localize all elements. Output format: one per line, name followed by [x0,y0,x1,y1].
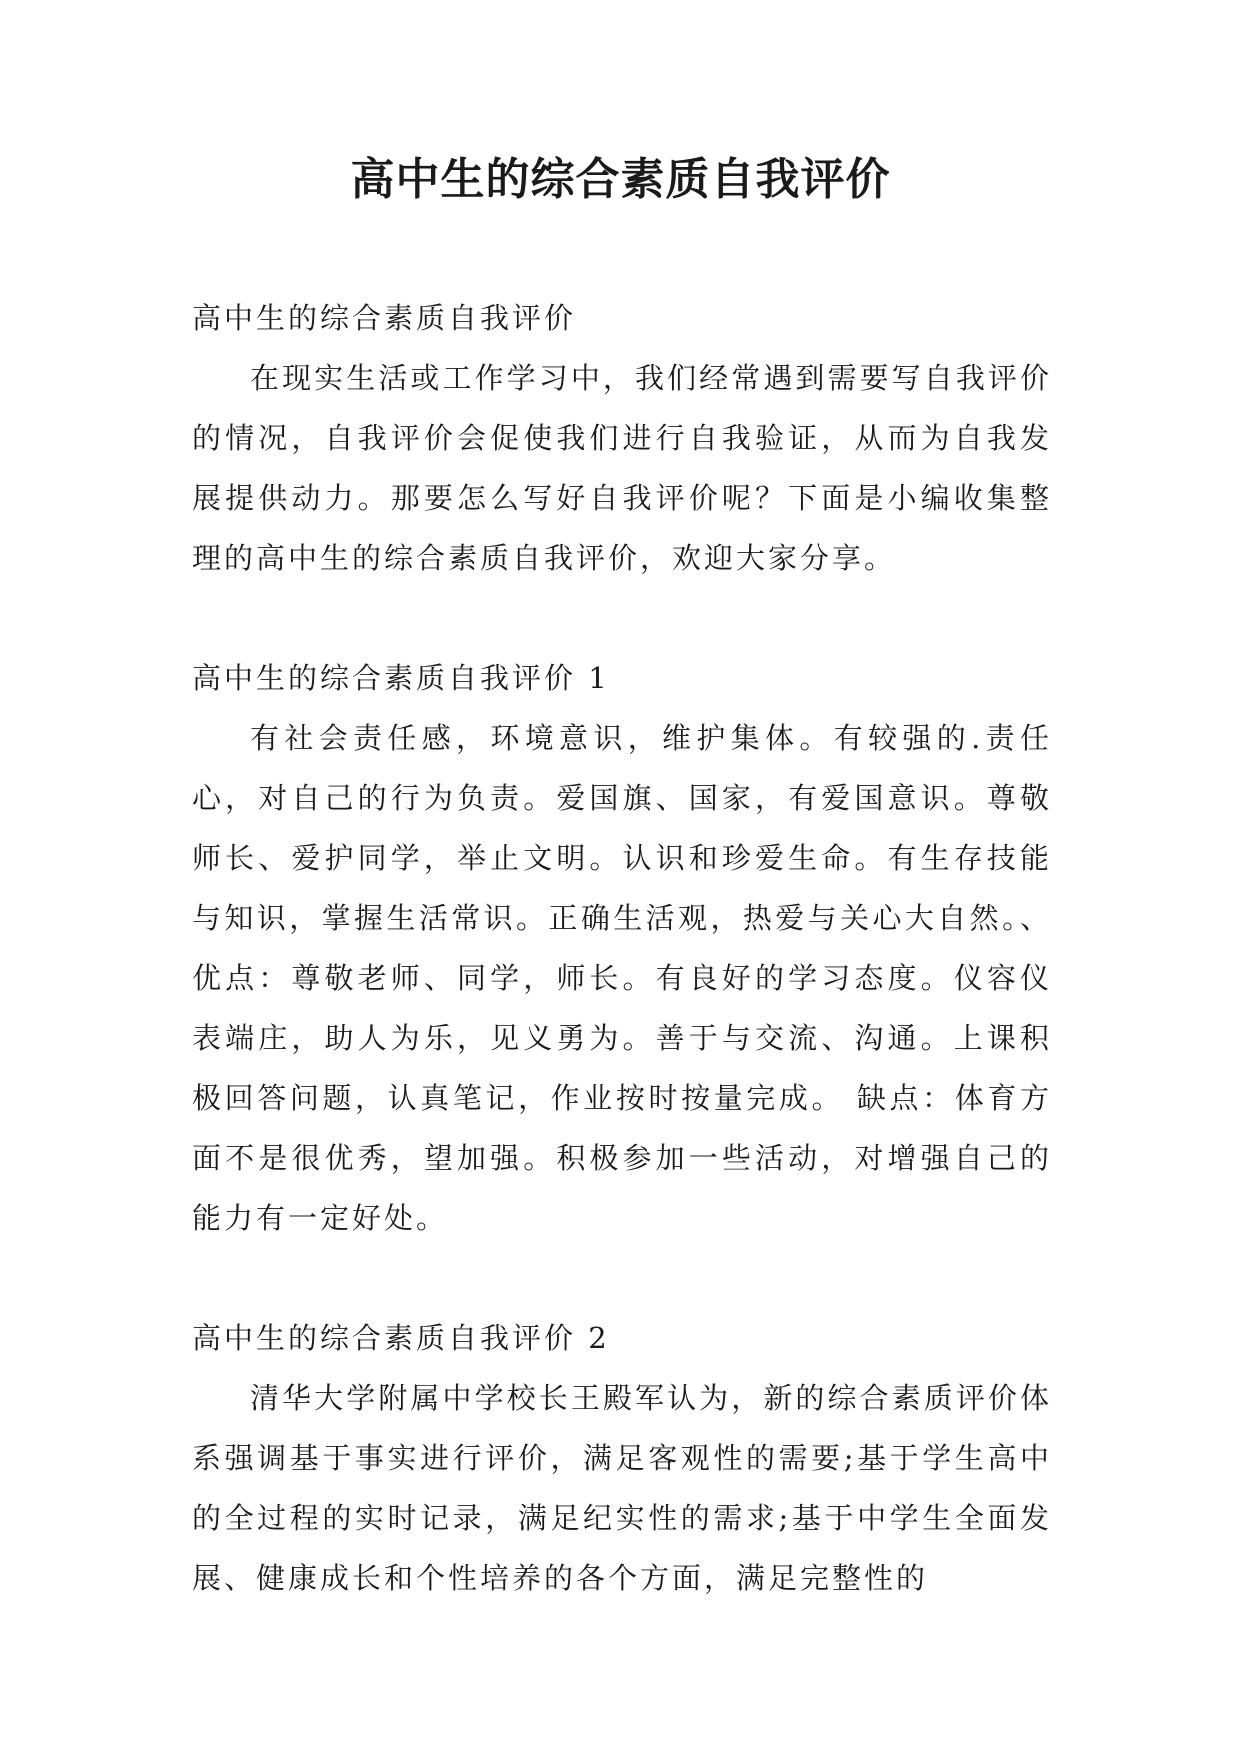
document-body [192,288,1052,1608]
paragraph-spacer [192,588,1052,648]
paragraph-intro: 在现实生活或工作学习中，我们经常遇到需要写自我评价的情况，自我评价会促使我们进行自我验证，从而为自我发展提供动力。那要怎么写好自我评价呢？下面是小编收集整理的高中生的综合素质自我评价，欢迎大家分享。 [192,361,1052,575]
section-heading-1: 高中生的综合素质自我评价 1 [192,661,610,695]
paragraph-1: 有社会责任感，环境意识，维护集体。有较强的.责任心，对自己的行为负责。爱国旗、国家，有爱国意识。尊敬师长、爱护同学，举止文明。认识和珍爱生命。有生存技能与知识，掌握生活常识。正确生活观，热爱与关心大自然。、优点：尊敬老师、同学，师长。有良好的学习态度。仪容仪表端庄，助人为乐，见义勇为。善于与交流、沟通。上课积极回答问题，认真笔记，作业按时按量完成。 缺点：体育方面不是很优秀，望加强。积极参加一些活动，对增强自己的能力有一定好处。 [192,721,1052,1235]
document-title: 高中生的综合素质自我评价 [350,154,891,205]
paragraph-spacer [192,1248,1052,1308]
section-heading-intro: 高中生的综合素质自我评价 [192,301,577,335]
paragraph-2: 清华大学附属中学校长王殿军认为，新的综合素质评价体系强调基于事实进行评价，满足客观性的需要;基于学生高中的全过程的实时记录，满足纪实性的需求;基于中学生全面发展、健康成长和个性培养的各个方面，满足完整性的 [192,1381,1052,1595]
section-heading-2: 高中生的综合素质自我评价 2 [192,1321,610,1355]
